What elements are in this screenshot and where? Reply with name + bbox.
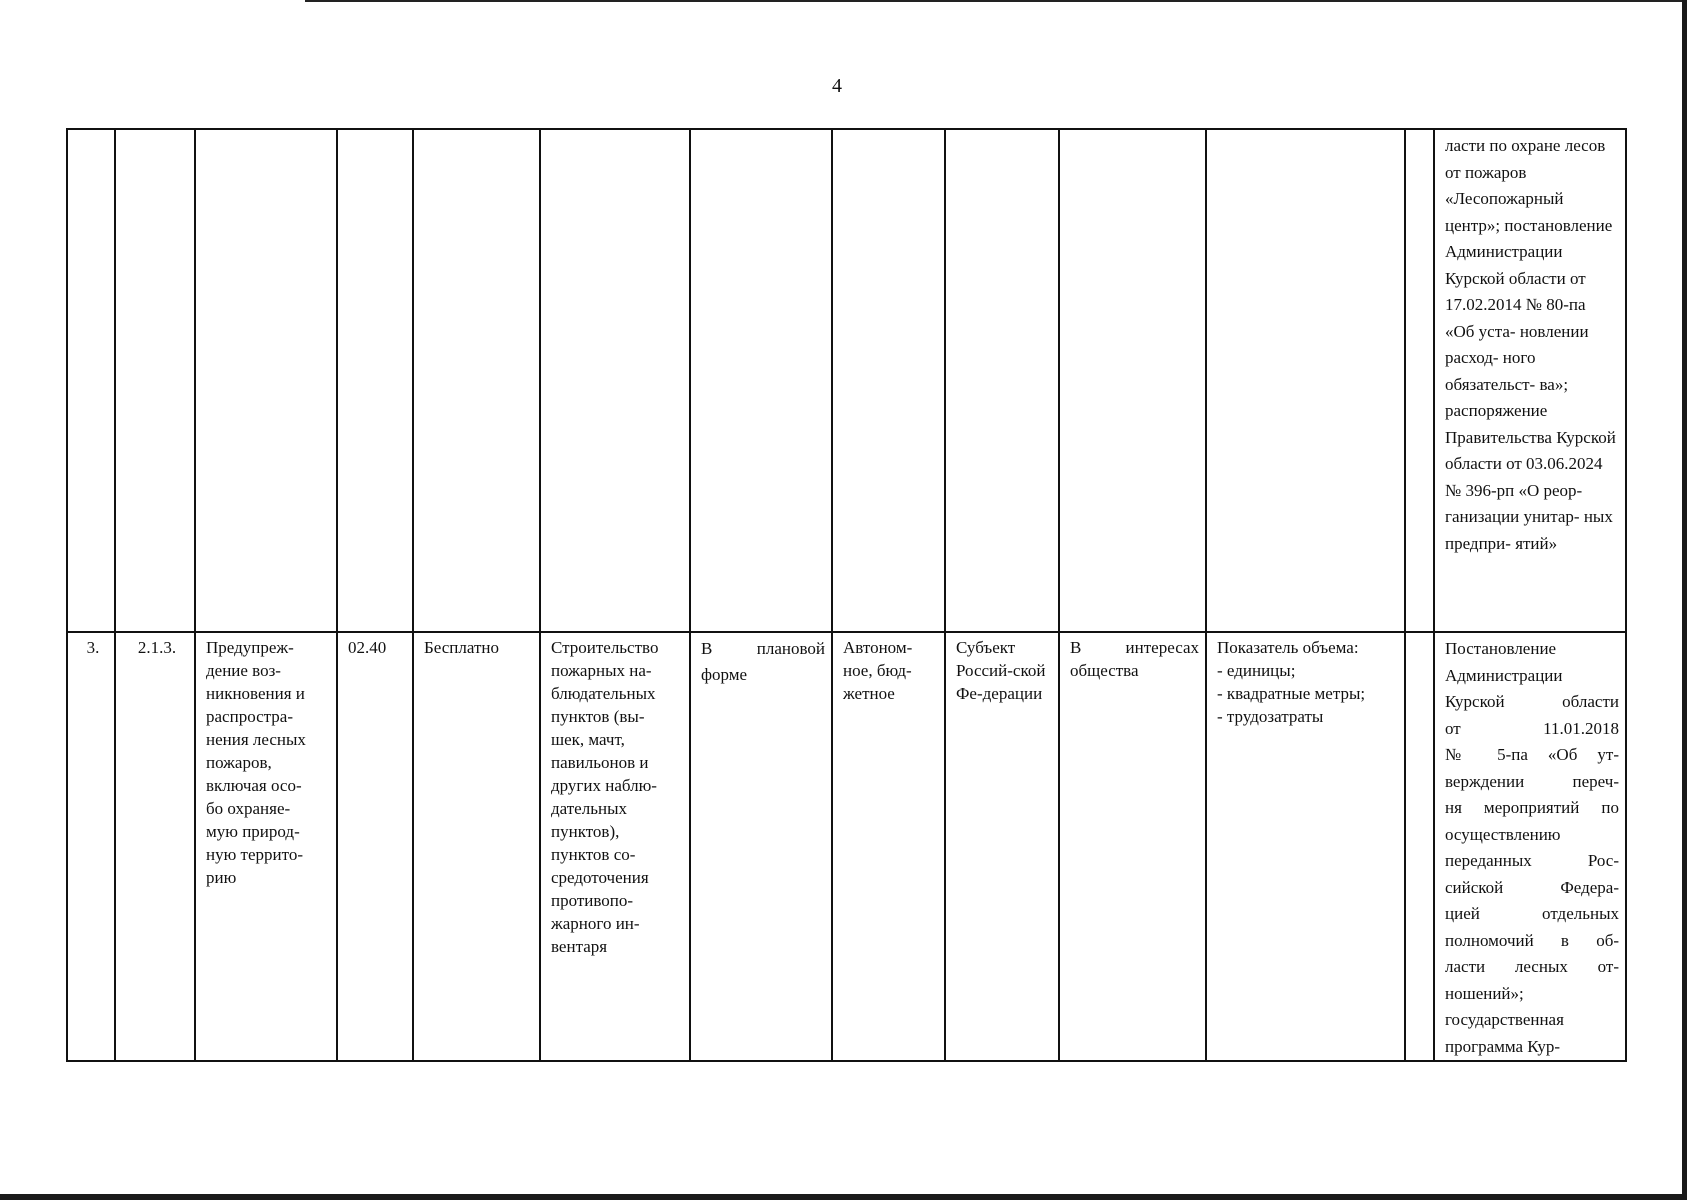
cell-empty (67, 129, 115, 632)
page-number: 4 (832, 75, 842, 97)
scan-edge-bottom (0, 1194, 1687, 1200)
scan-edge-right (1682, 0, 1687, 1200)
table-row-service (67, 632, 1626, 1061)
services-table (66, 128, 1627, 1062)
cell-service-name: Предупреж- дение воз- никновения и распростра- нения лесных пожаров, включая осо- бо охраняе- мую природ- ную террито- рию (195, 632, 337, 1061)
cell-institution-type: Автоном-ное, бюд-жетное (832, 632, 945, 1061)
cell-empty (413, 129, 540, 632)
cell-indicators: Показатель объема: - единицы; - квадратные метры; - трудозатраты (1206, 632, 1405, 1061)
cell-founder: Субъект Россий-ской Фе-дерации (945, 632, 1059, 1061)
cell-service-code: 2.1.3. (115, 632, 195, 1061)
cell-empty (540, 129, 690, 632)
cell-empty (1405, 129, 1434, 632)
cell-empty (1059, 129, 1206, 632)
cell-empty (1206, 129, 1405, 632)
cell-delivery-form: В плановой форме (690, 632, 832, 1061)
cell-legal-basis: Постановление Администрации Курской области от 11.01.2018 № 5-па «Об ут- верждении переч- ня мероприятий по осуществлению переданных Рос- сийской Федера- цией отдельных полномочий в об- ласти лесных от- ношений»; государственная программа Кур- (1434, 632, 1626, 1061)
cell-empty (945, 129, 1059, 632)
cell-legal-basis-continued: ласти по охране лесов от пожаров «Лесопожарный центр»; постановление Администрации Курской области от 17.02.2014 № 80-па «Об уста- новлении расход- ного обязательст- ва»; распоряжение Правительства Курской области от 03.06.2024 № 396-рп «О реор- ганизации унитар- ных предпри- ятий» (1434, 129, 1626, 632)
cell-payment: Бесплатно (413, 632, 540, 1061)
cell-okved-code: 02.40 (337, 632, 413, 1061)
cell-empty (832, 129, 945, 632)
cell-empty (690, 129, 832, 632)
cell-empty (195, 129, 337, 632)
table-row-continuation (67, 129, 1626, 632)
cell-empty (337, 129, 413, 632)
cell-row-number: 3. (67, 632, 115, 1061)
cell-service-content: Строительство пожарных на- блюдательных пунктов (вы- шек, мачт, павильонов и других наблю- дательных пунктов), пунктов со- средоточения противопо- жарного ин- вентаря (540, 632, 690, 1061)
cell-interests: В интересах общества (1059, 632, 1206, 1061)
cell-empty (115, 129, 195, 632)
cell-blank (1405, 632, 1434, 1061)
scan-edge-top (305, 0, 1687, 2)
